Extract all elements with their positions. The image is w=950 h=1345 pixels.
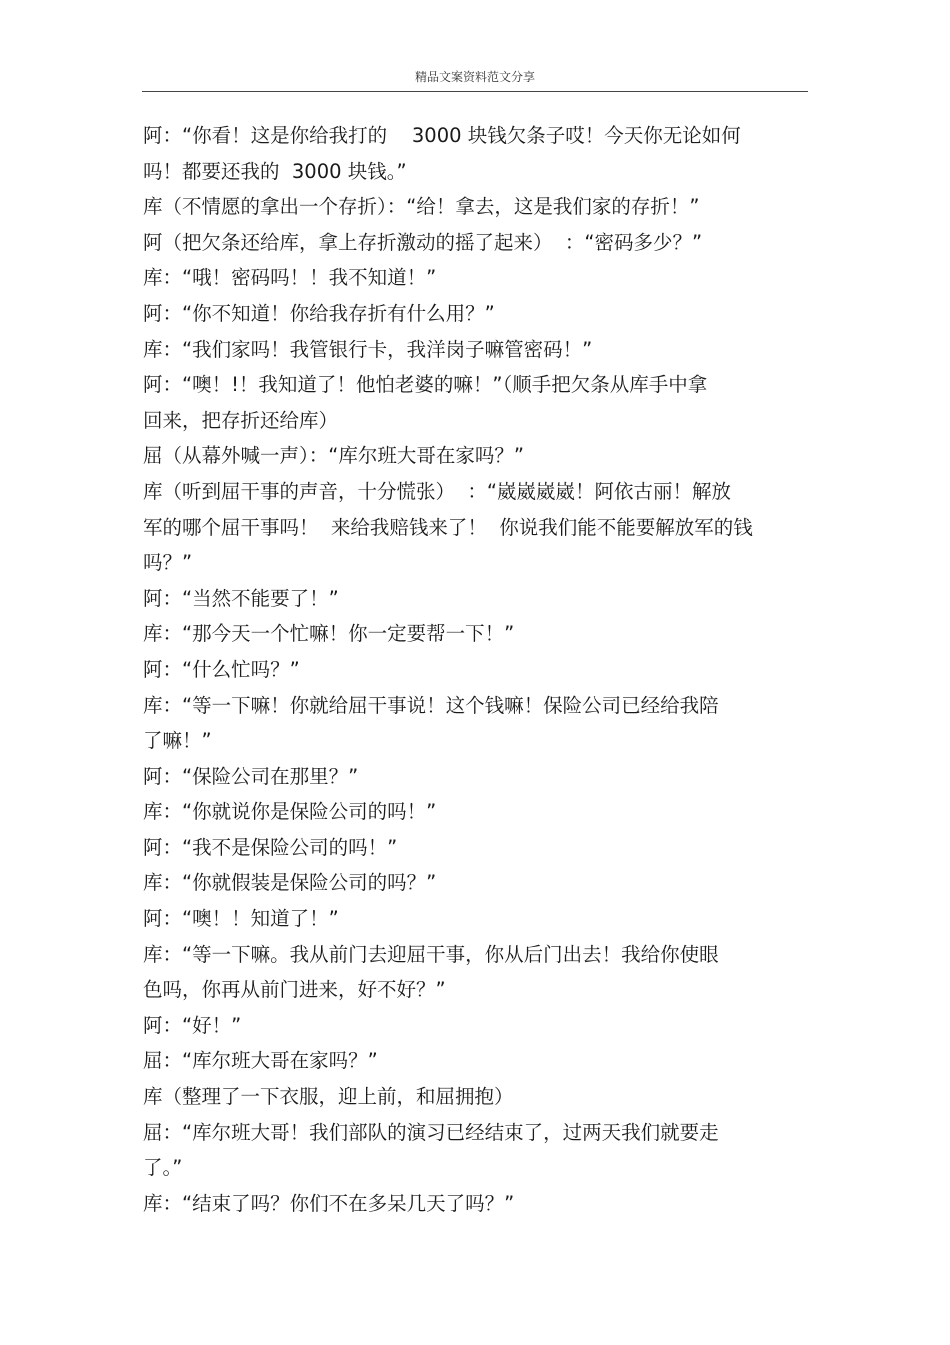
text-line: 库：“你就假装是保险公司的吗？” bbox=[143, 871, 437, 895]
text-line: 库：“那今天一个忙嘛！你一定要帮一下！” bbox=[143, 622, 515, 646]
text-line: 阿（把欠条还给库，拿上存折激动的摇了起来） ：“密码多少？” bbox=[143, 230, 703, 254]
document-body bbox=[143, 118, 808, 1221]
header-divider bbox=[142, 91, 808, 92]
text-line: 库（不情愿的拿出一个存折）：“给！拿去，这是我们家的存折！” bbox=[143, 195, 700, 219]
text-line: 吗？” bbox=[143, 551, 193, 575]
text-line: 库：“你就说你是保险公司的吗！” bbox=[143, 800, 437, 824]
text-line: 屈：“库尔班大哥在家吗？” bbox=[143, 1049, 378, 1073]
text-line: 回来，把存折还给库） bbox=[143, 408, 339, 432]
text-line: 阿：“好！” bbox=[143, 1013, 242, 1037]
text-line: 屈（从幕外喊一声）：“库尔班大哥在家吗？” bbox=[143, 444, 524, 468]
text-line: 库：“我们家吗！我管银行卡，我洋岗子嘛管密码！” bbox=[143, 337, 593, 361]
text-line: 阿：“当然不能要了！” bbox=[143, 586, 339, 610]
text-line: 库（整理了一下衣服，迎上前，和屈拥抱） bbox=[143, 1085, 514, 1109]
text-line: 阿：“噢！!！我知道了！他怕老婆的嘛！”（顺手把欠条从库手中拿 bbox=[143, 373, 708, 397]
text-line: 阿：“我不是保险公司的吗！” bbox=[143, 835, 398, 859]
text-line: 阿：“保险公司在那里？” bbox=[143, 764, 359, 788]
text-line: 屈：“库尔班大哥！我们部队的演习已经结束了，过两天我们就要走 bbox=[143, 1120, 719, 1144]
text-line: 阿：“你看！这是你给我打的 3000 块钱欠条子哎！今天你无论如何 bbox=[143, 124, 741, 147]
text-line: 色吗，你再从前门进来，好不好？” bbox=[143, 978, 446, 1002]
text-line: 库：“哦！密码吗！！我不知道！” bbox=[143, 266, 437, 290]
text-line: 库（听到屈干事的声音，十分慌张） ：“崴崴崴崴！阿依古丽！解放 bbox=[143, 479, 731, 503]
text-line: 阿：“你不知道！你给我存折有什么用？” bbox=[143, 301, 495, 325]
page-header: 精品文案资料范文分享 bbox=[414, 70, 535, 84]
text-line: 吗！都要还我的 3000 块钱。” bbox=[143, 159, 407, 183]
text-line: 了嘛！” bbox=[143, 729, 212, 753]
text-line: 库：“等一下嘛。我从前门去迎屈干事，你从后门出去！我给你使眼 bbox=[143, 942, 719, 966]
text-line: 库：“结束了吗？你们不在多呆几天了吗？” bbox=[143, 1191, 515, 1215]
text-line: 阿：“噢！！知道了！” bbox=[143, 907, 339, 931]
text-line: 阿：“什么忙吗？” bbox=[143, 657, 300, 681]
text-line: 库：“等一下嘛！你就给屈干事说！这个钱嘛！保险公司已经给我陪 bbox=[143, 693, 719, 717]
text-line: 了。” bbox=[143, 1156, 183, 1180]
text-line: 军的哪个屈干事吗！ 来给我赔钱来了！ 你说我们能不能要解放军的钱 bbox=[143, 515, 753, 539]
